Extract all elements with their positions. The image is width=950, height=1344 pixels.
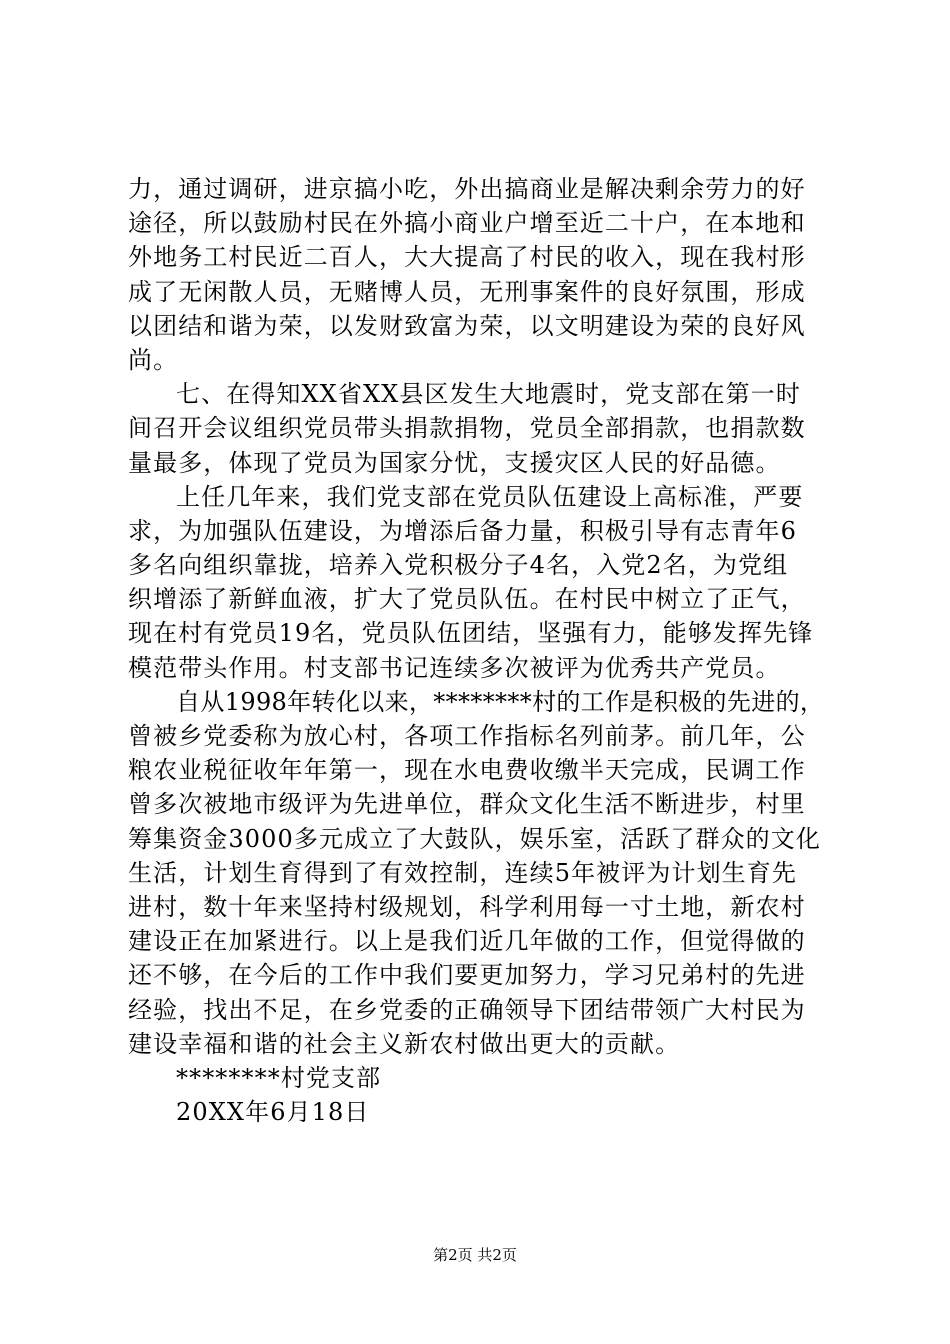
- text-line: 还不够，在今后的工作中我们要更加努力，学习兄弟村的先进: [128, 961, 806, 990]
- text-line: 织增添了新鲜血液，扩大了党员队伍。在村民中树立了正气，: [128, 585, 806, 614]
- text-line: 建设正在加紧进行。以上是我们近几年做的工作，但觉得做的: [128, 927, 806, 956]
- document-body: [128, 172, 828, 1129]
- text-line: 建设幸福和谐的社会主义新农村做出更大的贡献。: [128, 1029, 681, 1058]
- text-line: 以团结和谐为荣，以发财致富为荣，以文明建设为荣的良好风: [128, 311, 806, 340]
- text-line: 模范带头作用。村支部书记连续多次被评为优秀共产党员。: [128, 653, 781, 682]
- paragraph-seven: [128, 377, 828, 480]
- text-line: 自从1998年转化以来，********村的工作是积极的先进的，: [176, 687, 825, 716]
- signature-block: [128, 1061, 828, 1129]
- text-line: 筹集资金3000多元成立了大鼓队，娱乐室，活跃了群众的文化: [128, 824, 821, 853]
- text-line: 现在村有党员19名，党员队伍团结，坚强有力，能够发挥先锋: [128, 619, 814, 648]
- paragraph-continued: [128, 172, 828, 377]
- page-footer: 第2页 共2页: [433, 1246, 517, 1264]
- text-line: 粮农业税征收年年第一，现在水电费收缴半天完成，民调工作: [128, 756, 806, 785]
- text-line: 进村，数十年来坚持村级规划，科学利用每一寸土地，新农村: [128, 892, 806, 921]
- text-line: 生活，计划生育得到了有效控制，连续5年被评为计划生育先: [128, 858, 797, 887]
- paragraph-party-building: [128, 480, 828, 685]
- text-line: 间召开会议组织党员带头捐款捐物，党员全部捐款，也捐款数: [128, 414, 806, 443]
- text-line: 曾被乡党委称为放心村，各项工作指标名列前茅。前几年，公: [128, 722, 806, 750]
- text-line: 成了无闲散人员，无赌博人员，无刑事案件的良好氛围，形成: [128, 277, 806, 306]
- text-line: 多名向组织靠拢，培养入党积极分子4名，入党2名，为党组: [128, 551, 789, 580]
- text-line: 力，通过调研，进京搞小吃，外出搞商业是解决剩余劳力的好: [128, 175, 806, 203]
- text-line: 尚。: [128, 345, 179, 374]
- text-line: 途径，所以鼓励村民在外搞小商业户增至近二十户，在本地和: [128, 209, 806, 238]
- paragraph-summary: [128, 685, 828, 1061]
- text-line: 经验，找出不足，在乡党委的正确领导下团结带领广大村民为: [128, 995, 806, 1024]
- text-line: 上任几年来，我们党支部在党员队伍建设上高标准，严要: [176, 482, 804, 511]
- text-line: 量最多，体现了党员为国家分忧，支援灾区人民的好品德。: [128, 448, 781, 477]
- text-line: 七、在得知XX省XX县区发生大地震时，党支部在第一时: [176, 380, 801, 409]
- signature-org: ********村党支部: [176, 1063, 382, 1092]
- text-line: 曾多次被地市级评为先进单位，群众文化生活不断进步，村里: [128, 790, 806, 819]
- text-line: 求，为加强队伍建设，为增添后备力量，积极引导有志青年6: [128, 516, 797, 545]
- signature-date: 20XX年6月18日: [176, 1098, 370, 1127]
- text-line: 外地务工村民近二百人，大大提高了村民的收入，现在我村形: [128, 243, 806, 272]
